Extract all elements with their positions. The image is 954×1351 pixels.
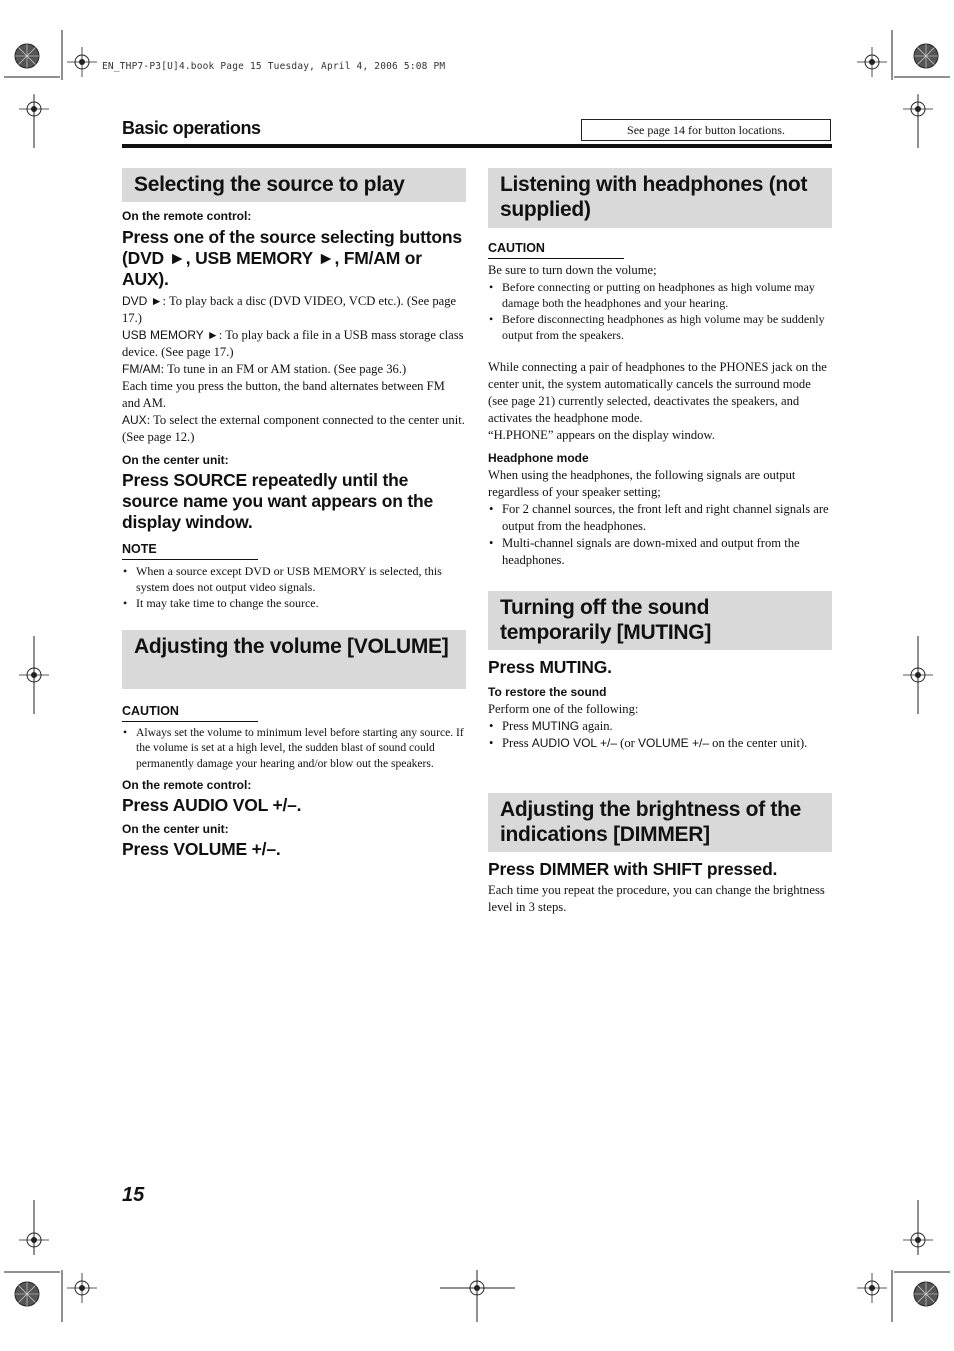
list-item: • Multi-channel signals are down-mixed and output from the headphones. bbox=[502, 535, 832, 569]
heading-muting: Turning off the sound temporarily [MUTING] bbox=[488, 591, 832, 650]
page-number: 15 bbox=[122, 1184, 145, 1206]
caution-list bbox=[122, 725, 466, 771]
heading-adjusting-volume: Adjusting the volume [VOLUME] bbox=[122, 630, 466, 689]
section-heading: Basic operations bbox=[122, 118, 261, 138]
caution-label: CAUTION bbox=[122, 703, 258, 722]
restore-list bbox=[488, 718, 832, 752]
section-dimmer bbox=[488, 859, 832, 916]
caution-label: CAUTION bbox=[488, 240, 624, 259]
aux-desc: AUX: To select the external component connected to the center unit. (See page 12.) bbox=[122, 413, 465, 444]
list-item: • Always set the volume to minimum level before starting any source. If the volume is set at a high level, the sudden blast of sound could permanently damage your hearing and/or blow out the speakers. bbox=[136, 725, 466, 771]
dimmer-text: Each time you repeat the procedure, you can change the brightness level in 3 steps. bbox=[488, 883, 825, 914]
heading-selecting-source: Selecting the source to play bbox=[122, 168, 466, 202]
list-item: • Press MUTING again. bbox=[502, 718, 832, 735]
header-rule bbox=[122, 144, 832, 148]
heading-dimmer: Adjusting the brightness of the indications [DIMMER] bbox=[488, 793, 832, 852]
list-item: • Before connecting or putting on headphones as high volume may damage both the headphones and your hearing. bbox=[502, 279, 832, 311]
fmam-desc: FM/AM: To tune in an FM or AM station. (See page 36.) bbox=[122, 362, 407, 376]
caution-list bbox=[488, 279, 832, 343]
step-volume: Press VOLUME +/–. bbox=[122, 839, 281, 860]
remote-label: On the remote control: bbox=[122, 209, 252, 223]
heading-headphones: Listening with headphones (not supplied) bbox=[488, 168, 832, 228]
headphone-mode-text: When using the headphones, the following signals are output regardless of your speaker setting; bbox=[488, 468, 796, 499]
see-page-box: See page 14 for button locations. bbox=[581, 119, 831, 141]
usb-desc: USB MEMORY ►: To play back a file in a USB mass storage class device. (See page 17.) bbox=[122, 328, 464, 359]
list-item: • Before disconnecting headphones as high volume may be suddenly output from the speakers. bbox=[502, 311, 832, 343]
dvd-desc: DVD ►: To play back a disc (DVD VIDEO, VCD etc.). (See page 17.) bbox=[122, 294, 457, 325]
note-list bbox=[122, 563, 466, 611]
remote-label: On the remote control: bbox=[122, 778, 252, 793]
step-audio-vol: Press AUDIO VOL +/–. bbox=[122, 795, 302, 816]
step-press-dimmer: Press DIMMER with SHIFT pressed. bbox=[488, 859, 778, 879]
section-adjusting-volume bbox=[122, 703, 466, 860]
step-press-source: Press SOURCE repeatedly until the source name you want appears on the display window. bbox=[122, 470, 433, 532]
step-press-muting: Press MUTING. bbox=[488, 657, 612, 677]
section-selecting-source bbox=[122, 208, 466, 611]
list-item: • It may take time to change the source. bbox=[136, 595, 466, 611]
restore-text: Perform one of the following: bbox=[488, 702, 639, 716]
list-item: • When a source except DVD or USB MEMORY is selected, this system does not output video signals. bbox=[136, 563, 466, 595]
restore-label: To restore the sound bbox=[488, 685, 607, 699]
caution-intro: Be sure to turn down the volume; bbox=[488, 263, 657, 277]
list-item: • Press AUDIO VOL +/– (or VOLUME +/– on the center unit). bbox=[502, 735, 832, 752]
section-headphones bbox=[488, 240, 832, 569]
note-label: NOTE bbox=[122, 541, 258, 560]
section-muting bbox=[488, 657, 832, 752]
headphone-mode-list bbox=[488, 501, 832, 569]
hphone-display-note: “H.PHONE” appears on the display window. bbox=[488, 428, 715, 442]
fmam-more: Each time you press the button, the band alternates between FM and AM. bbox=[122, 379, 445, 410]
center-label: On the center unit: bbox=[122, 453, 229, 467]
center-label: On the center unit: bbox=[122, 822, 229, 837]
list-item: • For 2 channel sources, the front left and right channel signals are output from the headphones. bbox=[502, 501, 832, 535]
headphone-paragraph: While connecting a pair of headphones to the PHONES jack on the center unit, the system automatically cancels the surround mode (see page 21) currently selected, deactivates the speakers, and activates the headphone mode. bbox=[488, 360, 827, 425]
step-source-buttons: Press one of the source selecting buttons (DVD ►, USB MEMORY ►, FM/AM or AUX). bbox=[122, 227, 462, 289]
file-info-line: EN_THP7-P3[U]4.book Page 15 Tuesday, April 4, 2006 5:08 PM bbox=[102, 61, 446, 72]
headphone-mode-label: Headphone mode bbox=[488, 451, 589, 465]
